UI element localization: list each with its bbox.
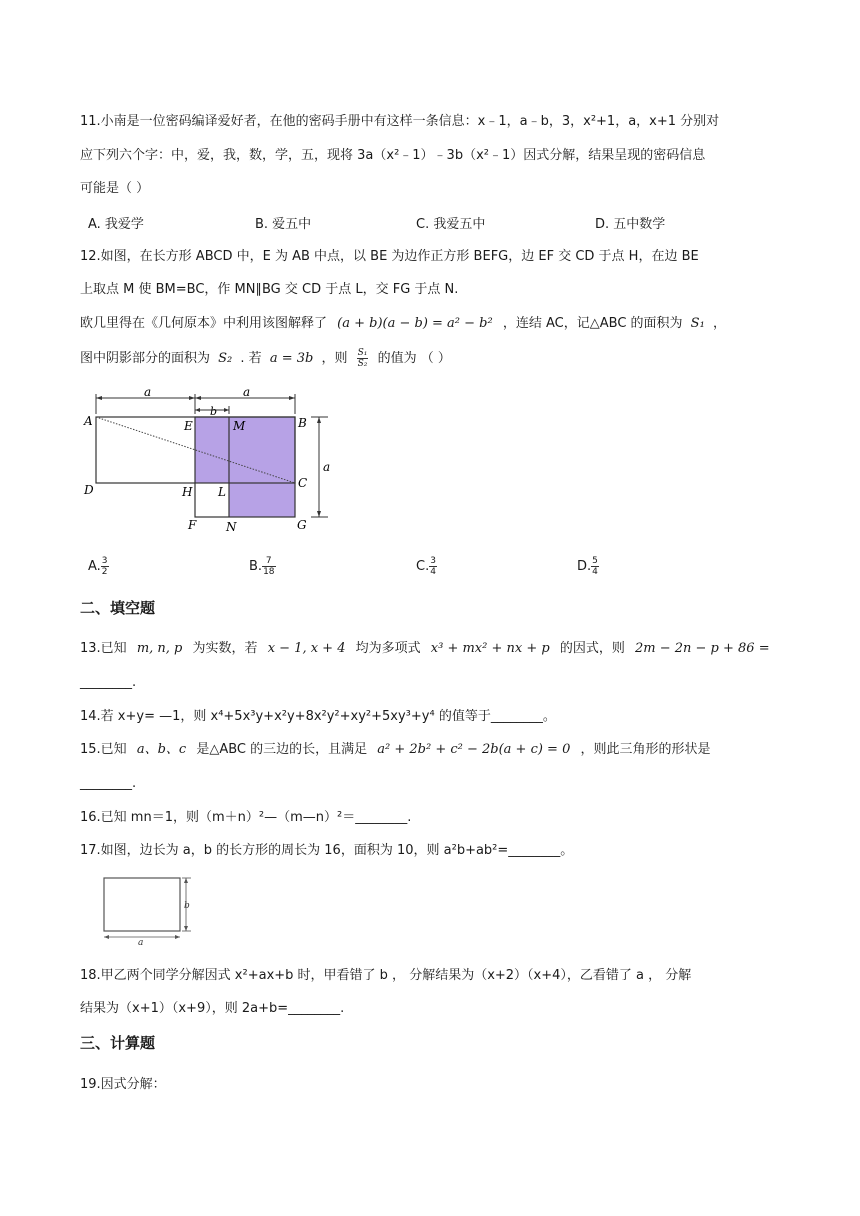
q17: 17.如图，边长为 a，b 的长方形的周长为 16，面积为 10，则 a²b+ab²=________。 (80, 843, 574, 858)
label-b-top: b (210, 405, 218, 418)
q12-option-d[interactable] (577, 556, 599, 577)
q11-line3: 可能是（ ） (80, 181, 150, 196)
q15-mid: 是△ABC 的三边的长，且满足 (196, 742, 368, 757)
label-point-g: G (297, 518, 307, 532)
q18-line1: 18.甲乙两个同学分解因式 x²+ax+b 时，甲看错了 b ， 分解结果为（x+2）（x+4），乙看错了 a ， 分解 (80, 968, 692, 983)
q12-option-b-num: 7 (262, 556, 275, 567)
q15-equation: a² + 2b² + c² − 2b(a + c) = 0 (377, 742, 571, 757)
q12-line3-end: ， (712, 316, 726, 331)
q14: 14.若 x+y= —1，则 x⁴+5x³y+x²y+8x²y²+xy²+5xy³+y⁴ 的值等于________。 (80, 709, 556, 724)
q12-option-c[interactable] (416, 556, 437, 577)
q18-line2: 结果为（x+1）（x+9），则 2a+b=________. (80, 1001, 345, 1016)
q12-line2: 上取点 M 使 BM=BC，作 MN∥BG 交 CD 于点 L，交 FG 于点 N. (80, 282, 459, 297)
q12-formula: (a + b)(a − b) = a² − b² (337, 316, 493, 331)
section-fill-in-heading: 二、填空题 (80, 599, 156, 617)
q15-vars: a、b、c (136, 742, 187, 757)
q15-blank[interactable]: ________. (80, 776, 137, 791)
q12-option-c-letter: C. (416, 559, 430, 574)
q12-s2: S₂ (218, 351, 233, 366)
q12-option-a-letter: A. (88, 559, 101, 574)
q12-frac-den: S₂ (357, 359, 368, 369)
q15-line1 (80, 740, 711, 760)
label-point-m: M (233, 419, 246, 433)
q17-label-a: a (138, 938, 144, 946)
q13-pre: 13.已知 (80, 641, 127, 656)
q13-vars: m, n, p (136, 641, 183, 656)
q15-pre: 15.已知 (80, 742, 127, 757)
q12-line3-text: 欧几里得在《几何原本》中利用该图解释了 (80, 316, 328, 331)
q12-option-d-den: 4 (592, 567, 598, 577)
q12-frac-num: S₁ (357, 348, 368, 358)
q13-expr: 2m − 2n − p + 86 = (635, 641, 770, 656)
q12-option-c-num: 3 (430, 556, 436, 566)
q11-option-c[interactable]: C. 我爱五中 (416, 217, 486, 232)
q12-option-d-num: 5 (592, 556, 598, 566)
label-point-d: D (84, 483, 94, 497)
q12-option-d-letter: D. (577, 559, 592, 574)
label-point-l: L (218, 485, 226, 499)
shaded-region-left (195, 417, 229, 483)
label-a-right: a (323, 460, 331, 474)
label-point-c: C (298, 476, 308, 490)
q12-line4-text: 图中阴影部分的面积为 (80, 351, 211, 366)
label-point-e: E (184, 419, 193, 433)
q12-option-b-den: 18 (263, 567, 275, 577)
q11-option-d[interactable]: D. 五中数学 (595, 217, 666, 232)
q13-mid2: 均为多项式 (355, 641, 421, 656)
q11-option-a[interactable]: A. 我爱学 (88, 217, 144, 232)
q12-option-b-letter: B. (249, 559, 263, 574)
q13-mid3: 的因式，则 (559, 641, 625, 656)
q12-fraction (357, 348, 369, 369)
label-point-h: H (182, 485, 193, 499)
q12-line3 (80, 314, 726, 334)
q19: 19.因式分解： (80, 1077, 166, 1092)
q12-line1: 12.如图，在长方形 ABCD 中，E 为 AB 中点，以 BE 为边作正方形 BEFG，边 EF 交 CD 于点 H，在边 BE (80, 249, 699, 264)
q12-line4-end: 的值为 （ ） (377, 351, 451, 366)
q12-line3-mid: ，连结 AC，记△ABC 的面积为 (502, 316, 683, 331)
label-a-top-left: a (144, 386, 152, 399)
q17-figure (98, 874, 194, 946)
q12-option-b[interactable] (249, 556, 276, 577)
q17-rectangle (104, 878, 180, 931)
label-point-n: N (226, 520, 237, 534)
q13-mid: 为实数，若 (192, 641, 258, 656)
q12-figure (78, 386, 348, 536)
q12-line4-mid: . 若 (240, 351, 262, 366)
q11-line2: 应下列六个字：中，爱，我，数，学，五，现将 3a（x²﹣1）﹣3b（x²﹣1）因式分解，结果呈现的密码信息 (80, 148, 706, 163)
q11-line1: 11.小南是一位密码编译爱好者，在他的密码手册中有这样一条信息：x﹣1，a﹣b，3，x²+1，a，x+1 分别对 (80, 114, 720, 129)
q12-option-c-den: 4 (430, 567, 436, 577)
q13-blank[interactable]: ________. (80, 675, 137, 690)
q12-line4-mid2: ，则 (321, 351, 348, 366)
section-calculation-heading: 三、计算题 (80, 1034, 156, 1052)
q16: 16.已知 mn＝1，则（m＋n）²—（m—n）²＝________. (80, 810, 412, 825)
label-a-top-right: a (243, 386, 251, 399)
q13-line1 (80, 639, 776, 659)
q17-label-b: b (184, 901, 190, 911)
q13-factors: x − 1, x + 4 (267, 641, 346, 656)
q15-end: ，则此三角形的形状是 (580, 742, 711, 757)
q11-option-b[interactable]: B. 爱五中 (255, 217, 312, 232)
q12-option-a-den: 2 (101, 567, 108, 577)
q12-condition: a = 3b (269, 351, 314, 366)
label-point-f: F (188, 518, 197, 532)
q12-option-a[interactable] (88, 556, 109, 577)
q13-poly: x³ + mx² + nx + p (430, 641, 550, 656)
label-point-b: B (298, 416, 307, 430)
q12-line4 (80, 348, 451, 369)
q12-option-a-num: 3 (101, 556, 108, 566)
label-point-a: A (84, 414, 93, 428)
q12-s1: S₁ (690, 316, 705, 331)
